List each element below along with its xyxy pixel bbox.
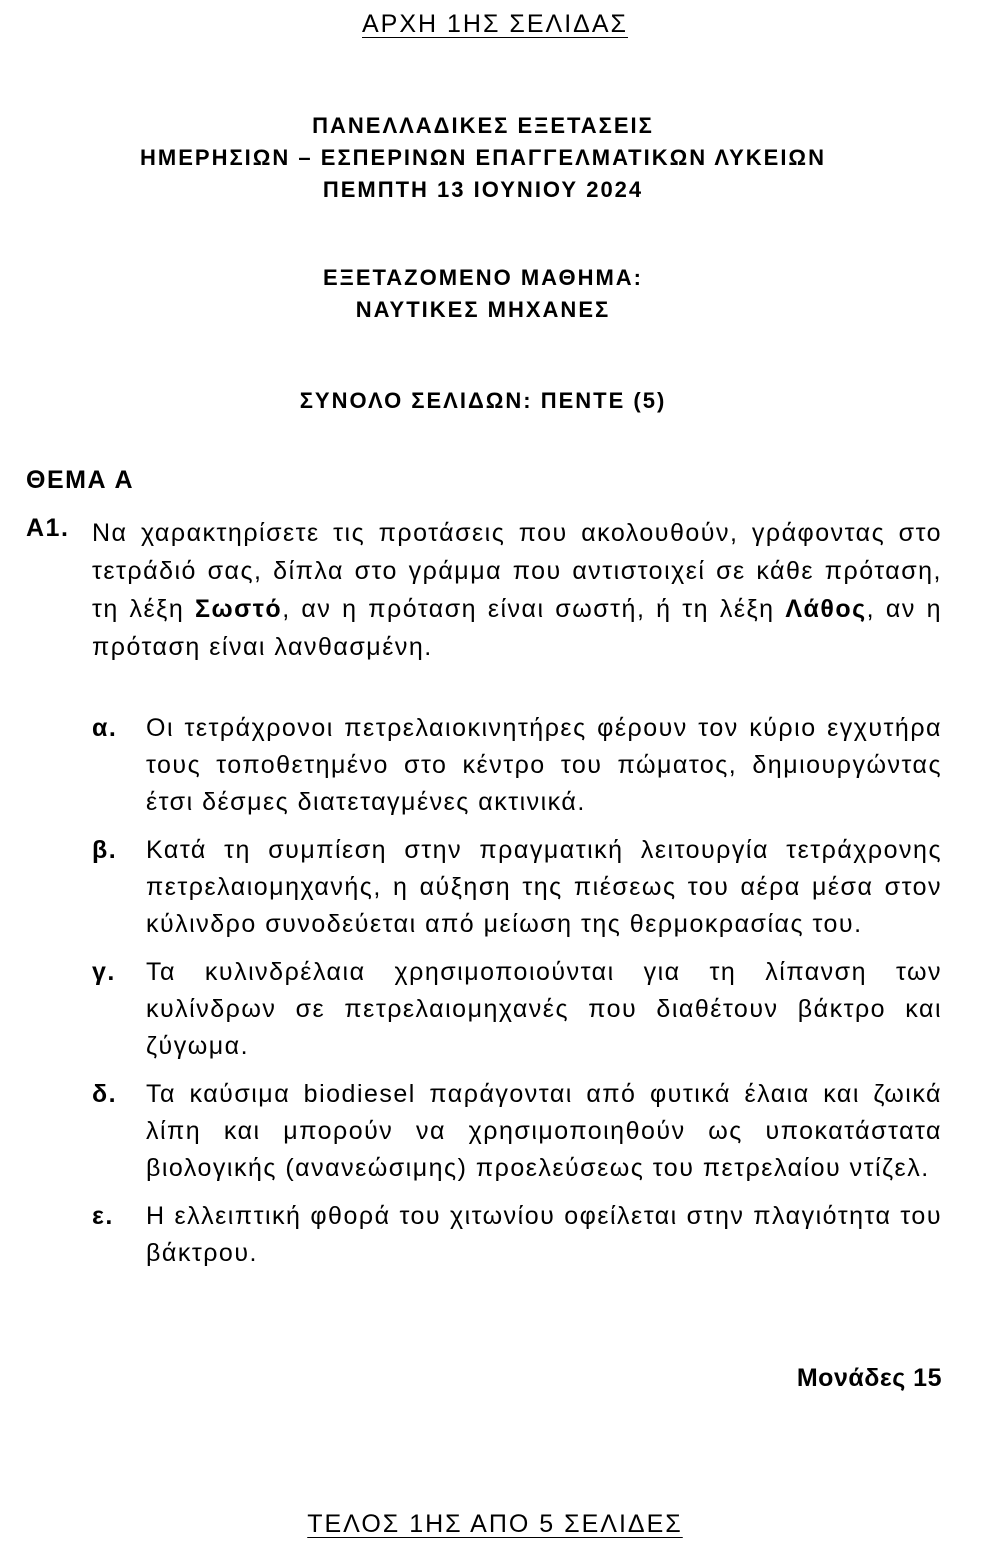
instructions-part2: , αν η πρόταση είναι σωστή, ή τη λέξη <box>282 595 786 623</box>
instructions-part3: , αν η πρόταση είναι λανθασμένη. <box>92 595 942 661</box>
exam-schools: ΗΜΕΡΗΣΙΩΝ – ΕΣΠΕΡΙΝΩΝ ΕΠΑΓΓΕΛΜΑΤΙΚΩΝ ΛΥΚΕΙΩΝ <box>140 145 826 170</box>
subject-name: ΝΑΥΤΙΚΕΣ ΜΗΧΑΝΕΣ <box>355 297 611 322</box>
item-letter: α. <box>92 714 118 742</box>
exam-title: ΠΑΝΕΛΛΑΔΙΚΕΣ ΕΞΕΤΑΣΕΙΣ <box>312 113 654 138</box>
item-letter: ε. <box>92 1202 114 1230</box>
list-item <box>92 710 942 821</box>
total-pages-label: ΣΥΝΟΛΟ ΣΕΛΙΔΩΝ: ΠΕΝΤΕ (5) <box>299 388 667 413</box>
item-text: Τα καύσιμα biodiesel παράγονται από φυτικά έλαια και ζωικά λίπη και μπορούν να χρησιμοποιηθούν ως υποκατάστατα βιολογικής (ανανεώσιμης) προελεύσεως του πετρελαίου ντίζελ. <box>146 1080 942 1182</box>
marks-label: Μονάδες 15 <box>796 1364 942 1392</box>
item-letter: δ. <box>92 1080 118 1108</box>
page-footer <box>0 1510 990 1539</box>
total-pages <box>0 385 966 417</box>
section-title: ΘΕΜΑ Α <box>26 466 135 494</box>
list-item <box>92 832 942 943</box>
question-instructions <box>92 514 942 666</box>
correct-word: Σωστό <box>195 595 283 623</box>
subject-label: ΕΞΕΤΑΖΟΜΕΝΟ ΜΑΘΗΜΑ: <box>322 265 644 290</box>
question-number: Α1. <box>26 514 70 542</box>
exam-date: ΠΕΜΠΤΗ 13 ΙΟΥΝΙΟΥ 2024 <box>322 177 644 202</box>
page-start-label: ΑΡΧΗ 1ΗΣ ΣΕΛΙΔΑΣ <box>362 10 628 38</box>
exam-subject <box>0 262 966 326</box>
page-header <box>0 10 990 39</box>
statement-list <box>92 710 942 1283</box>
list-item <box>92 954 942 1065</box>
list-item <box>92 1076 942 1187</box>
item-text: Η ελλειπτική φθορά του χιτωνίου οφείλεται στην πλαγιότητα του βάκτρου. <box>146 1202 942 1267</box>
question-a1 <box>26 514 942 666</box>
exam-info <box>0 110 966 206</box>
item-letter: β. <box>92 836 118 864</box>
item-text: Οι τετράχρονοι πετρελαιοκινητήρες φέρουν τον κύριο εγχυτήρα τους τοποθετημένο στο κέντρο του πώματος, δημιουργώντας έτσι δέσμες διατεταγμένες ακτινικά. <box>146 714 942 816</box>
instructions-part1: Να χαρακτηρίσετε τις προτάσεις που ακολουθούν, γράφοντας στο τετράδιό σας, δίπλα στο γράμμα που αντιστοιχεί σε κάθε πρόταση, τη λέξη <box>92 519 942 623</box>
list-item <box>92 1198 942 1272</box>
item-text: Κατά τη συμπίεση στην πραγματική λειτουργία τετράχρονης πετρελαιομηχανής, η αύξηση της πιέσεως του αέρα μέσα στον κύλινδρο συνοδεύεται από μείωση της θερμοκρασίας του. <box>146 836 942 938</box>
item-text: Τα κυλινδρέλαια χρησιμοποιούνται για τη λίπανση των κυλίνδρων σε πετρελαιομηχανές που διαθέτουν βάκτρο και ζύγωμα. <box>146 958 942 1060</box>
wrong-word: Λάθος <box>785 595 867 623</box>
item-letter: γ. <box>92 958 116 986</box>
page-end-label: ΤΕΛΟΣ 1ΗΣ ΑΠΟ 5 ΣΕΛΙΔΕΣ <box>307 1510 683 1538</box>
